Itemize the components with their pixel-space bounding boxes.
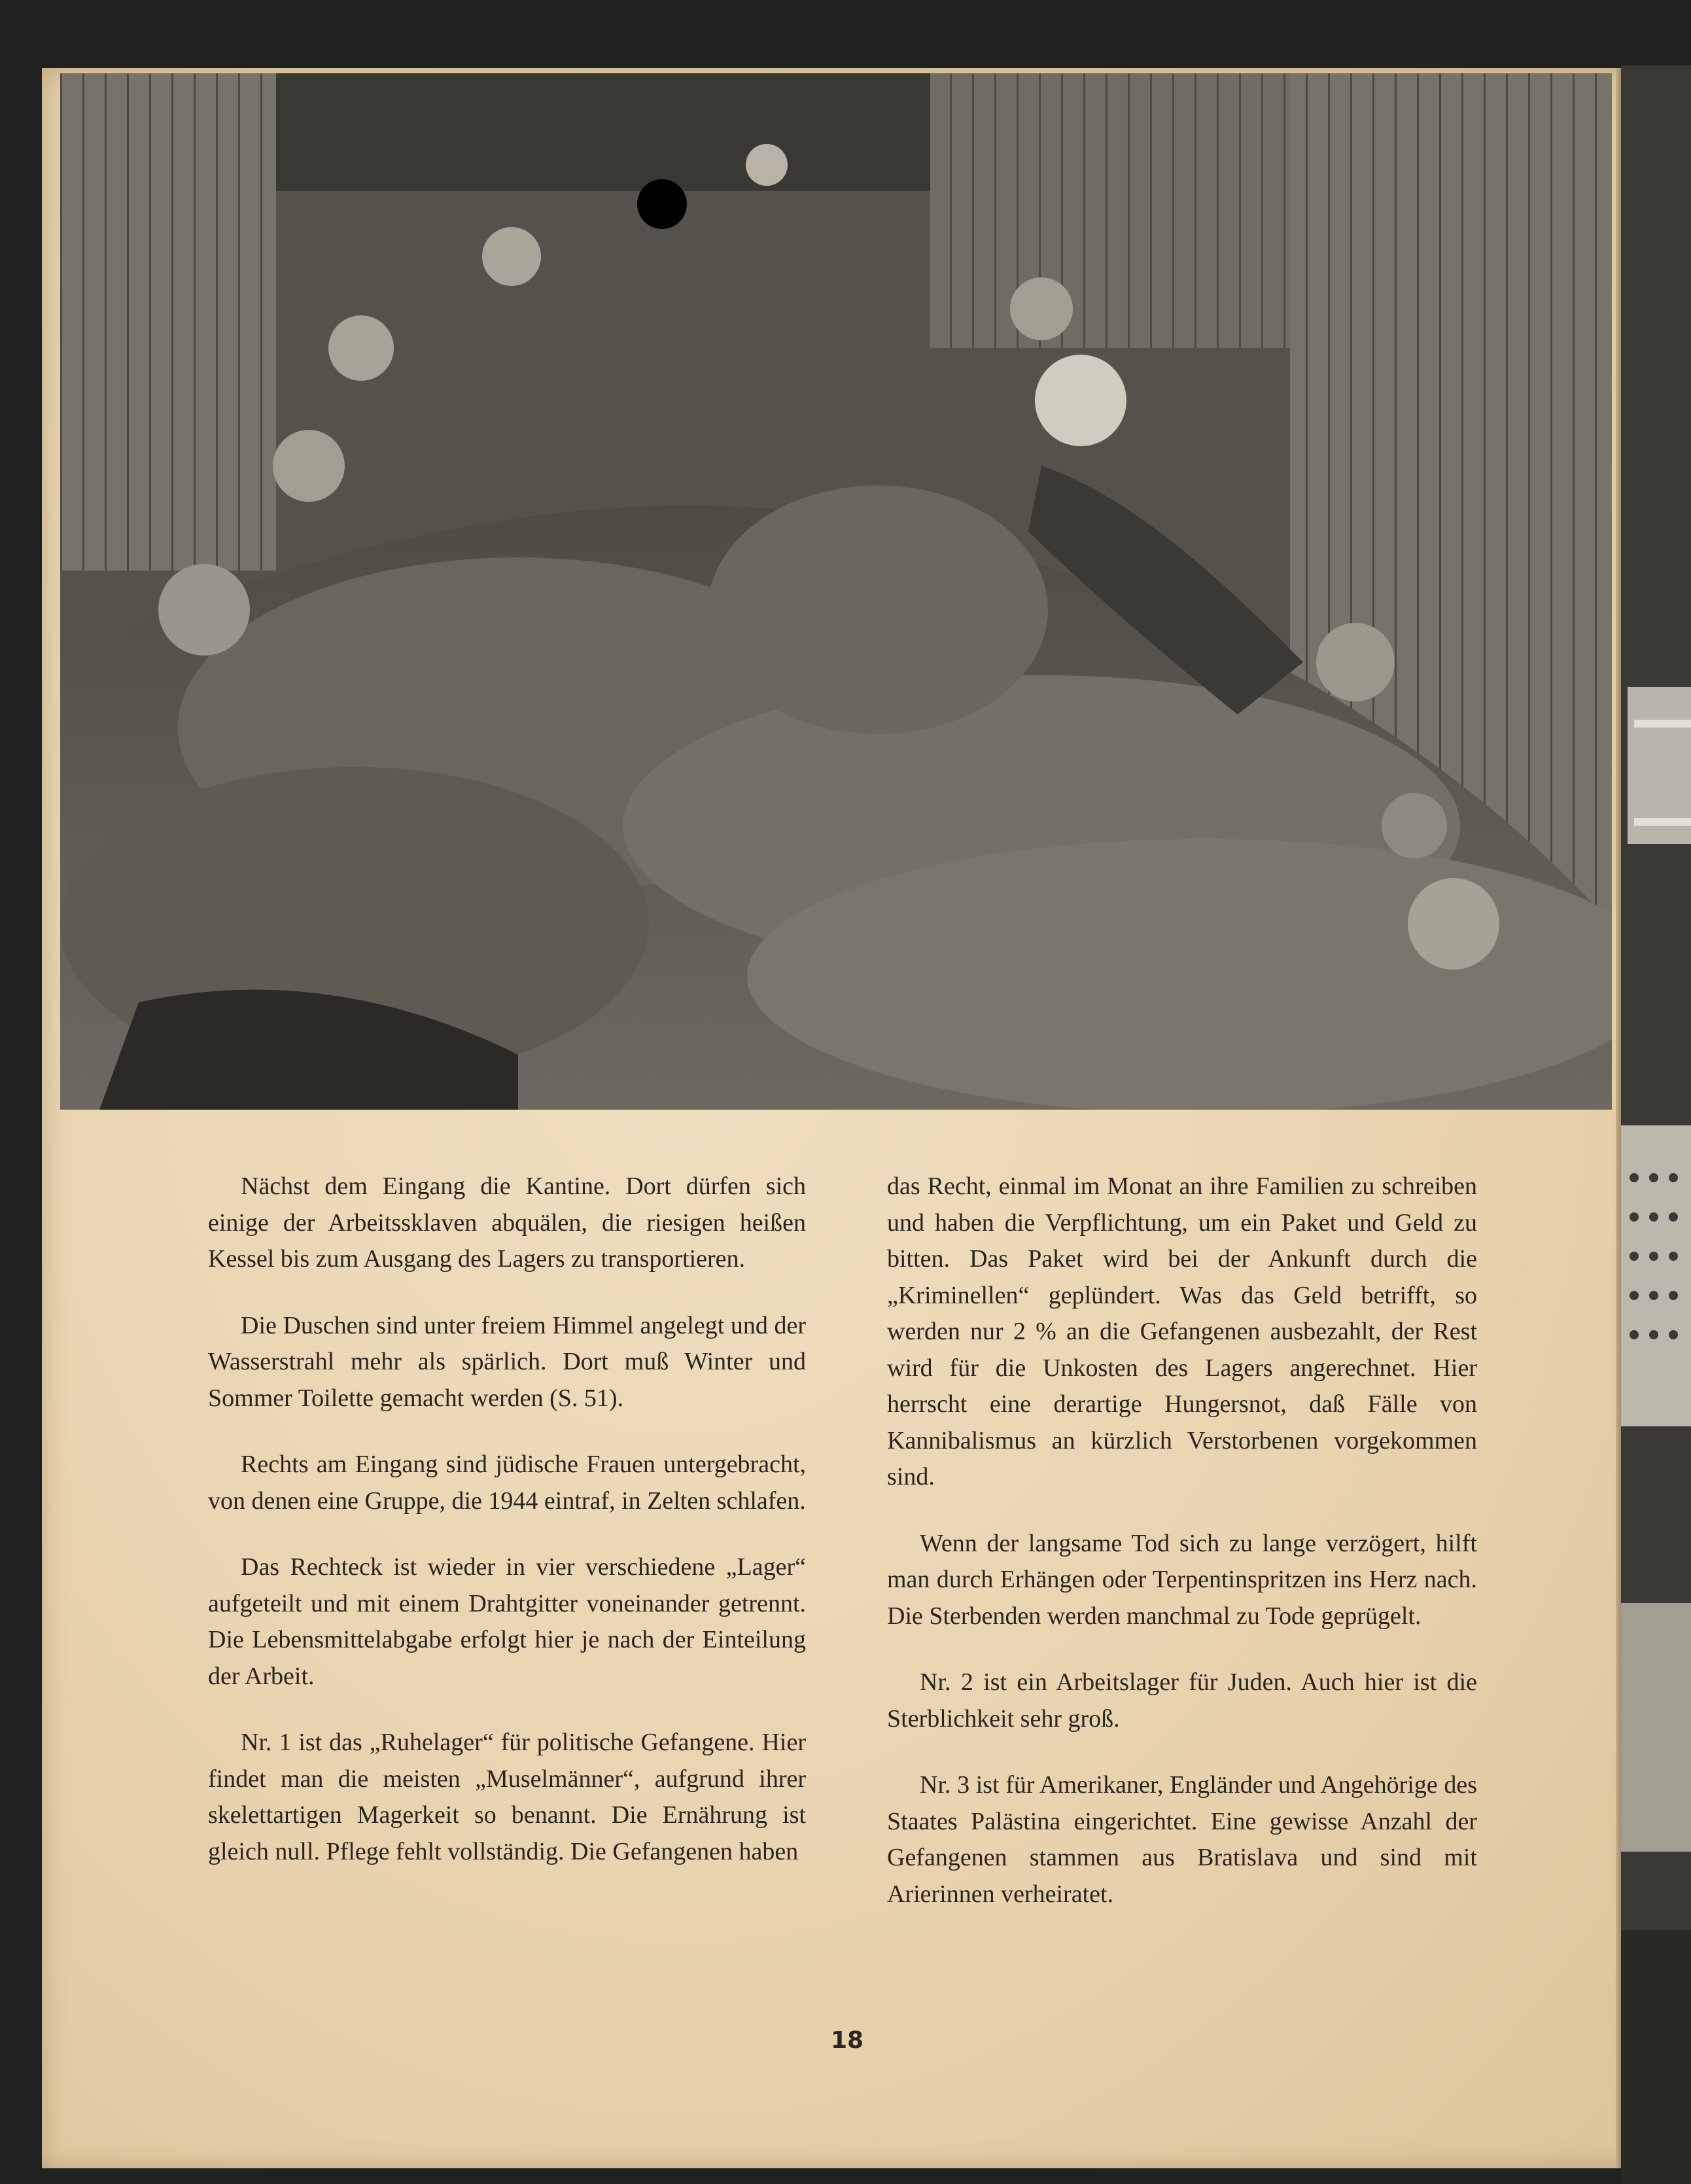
photograph xyxy=(60,73,1612,1110)
paragraph: Nr. 2 ist ein Arbeitslager für Juden. Auch hier ist die Sterblichkeit sehr groß. xyxy=(887,1668,1477,1733)
paragraph: das Recht, einmal im Monat an ihre Familien zu schreiben und haben die Verpflichtung, um ein Paket und Geld zu bitten. Das Paket wird bei der Ankunft durch die „Kriminellen“ geplündert. Was das Geld betrifft, so werden nur 2 % an die Gefangenen ausbezahlt, der Rest wird für die Unkosten des Lagers angerechnet. Hier herrscht eine derartige Hungersnot, daß Fälle von Kannibalismus an kürzlich Verstorbenen vorgekommen sind. xyxy=(887,1172,1477,1490)
photograph-icon xyxy=(60,73,1612,1110)
adjacent-page-photo xyxy=(1621,65,1691,2184)
paragraph: Nächst dem Eingang die Kantine. Dort dürfen sich einige der Arbeitssklaven abquälen, die riesigen heißen Kessel bis zum Ausgang des Lagers zu transportieren. xyxy=(208,1172,806,1273)
paragraph: Nr. 3 ist für Amerikaner, Engländer und Angehörige des Staates Palästina eingerichtet. Eine gewisse Anzahl der Gefangenen stammen aus Bratislava und sind mit Arierinnen verheiratet. xyxy=(887,1771,1477,1908)
paragraph: Die Duschen sind unter freiem Himmel angelegt und der Wasserstrahl mehr als spärlich. Dort muß Winter und Sommer Toilette gemacht werden (S. 51). xyxy=(208,1311,806,1412)
paragraph: Rechts am Eingang sind jüdische Frauen untergebracht, von denen eine Gruppe, die 1944 eintraf, in Zelten schlafen. xyxy=(208,1451,806,1515)
paragraph: Wenn der langsame Tod sich zu lange verzögert, hilft man durch Erhängen oder Terpentinspritzen ins Herz nach. Die Sterbenden werden manchmal zu Tode geprügelt. xyxy=(887,1529,1477,1630)
text-column-right xyxy=(887,1169,1477,1943)
paragraph: Nr. 1 ist das „Ruhelager“ für politische Gefangene. Hier findet man die meisten „Muselmänner“, aufgrund ihrer skelettartigen Magerkeit so benannt. Die Ernährung ist gleich null. Pflege fehlt vollständig. Die Gefangenen haben xyxy=(208,1729,806,1865)
page-number: 18 xyxy=(830,2027,864,2054)
text-column-left xyxy=(208,1169,806,1900)
paragraph: Das Rechteck ist wieder in vier verschiedene „Lager“ aufgeteilt und mit einem Drahtgitter voneinander getrennt. Die Lebensmittelabgabe erfolgt hier je nach der Einteilung der Arbeit. xyxy=(208,1553,806,1690)
